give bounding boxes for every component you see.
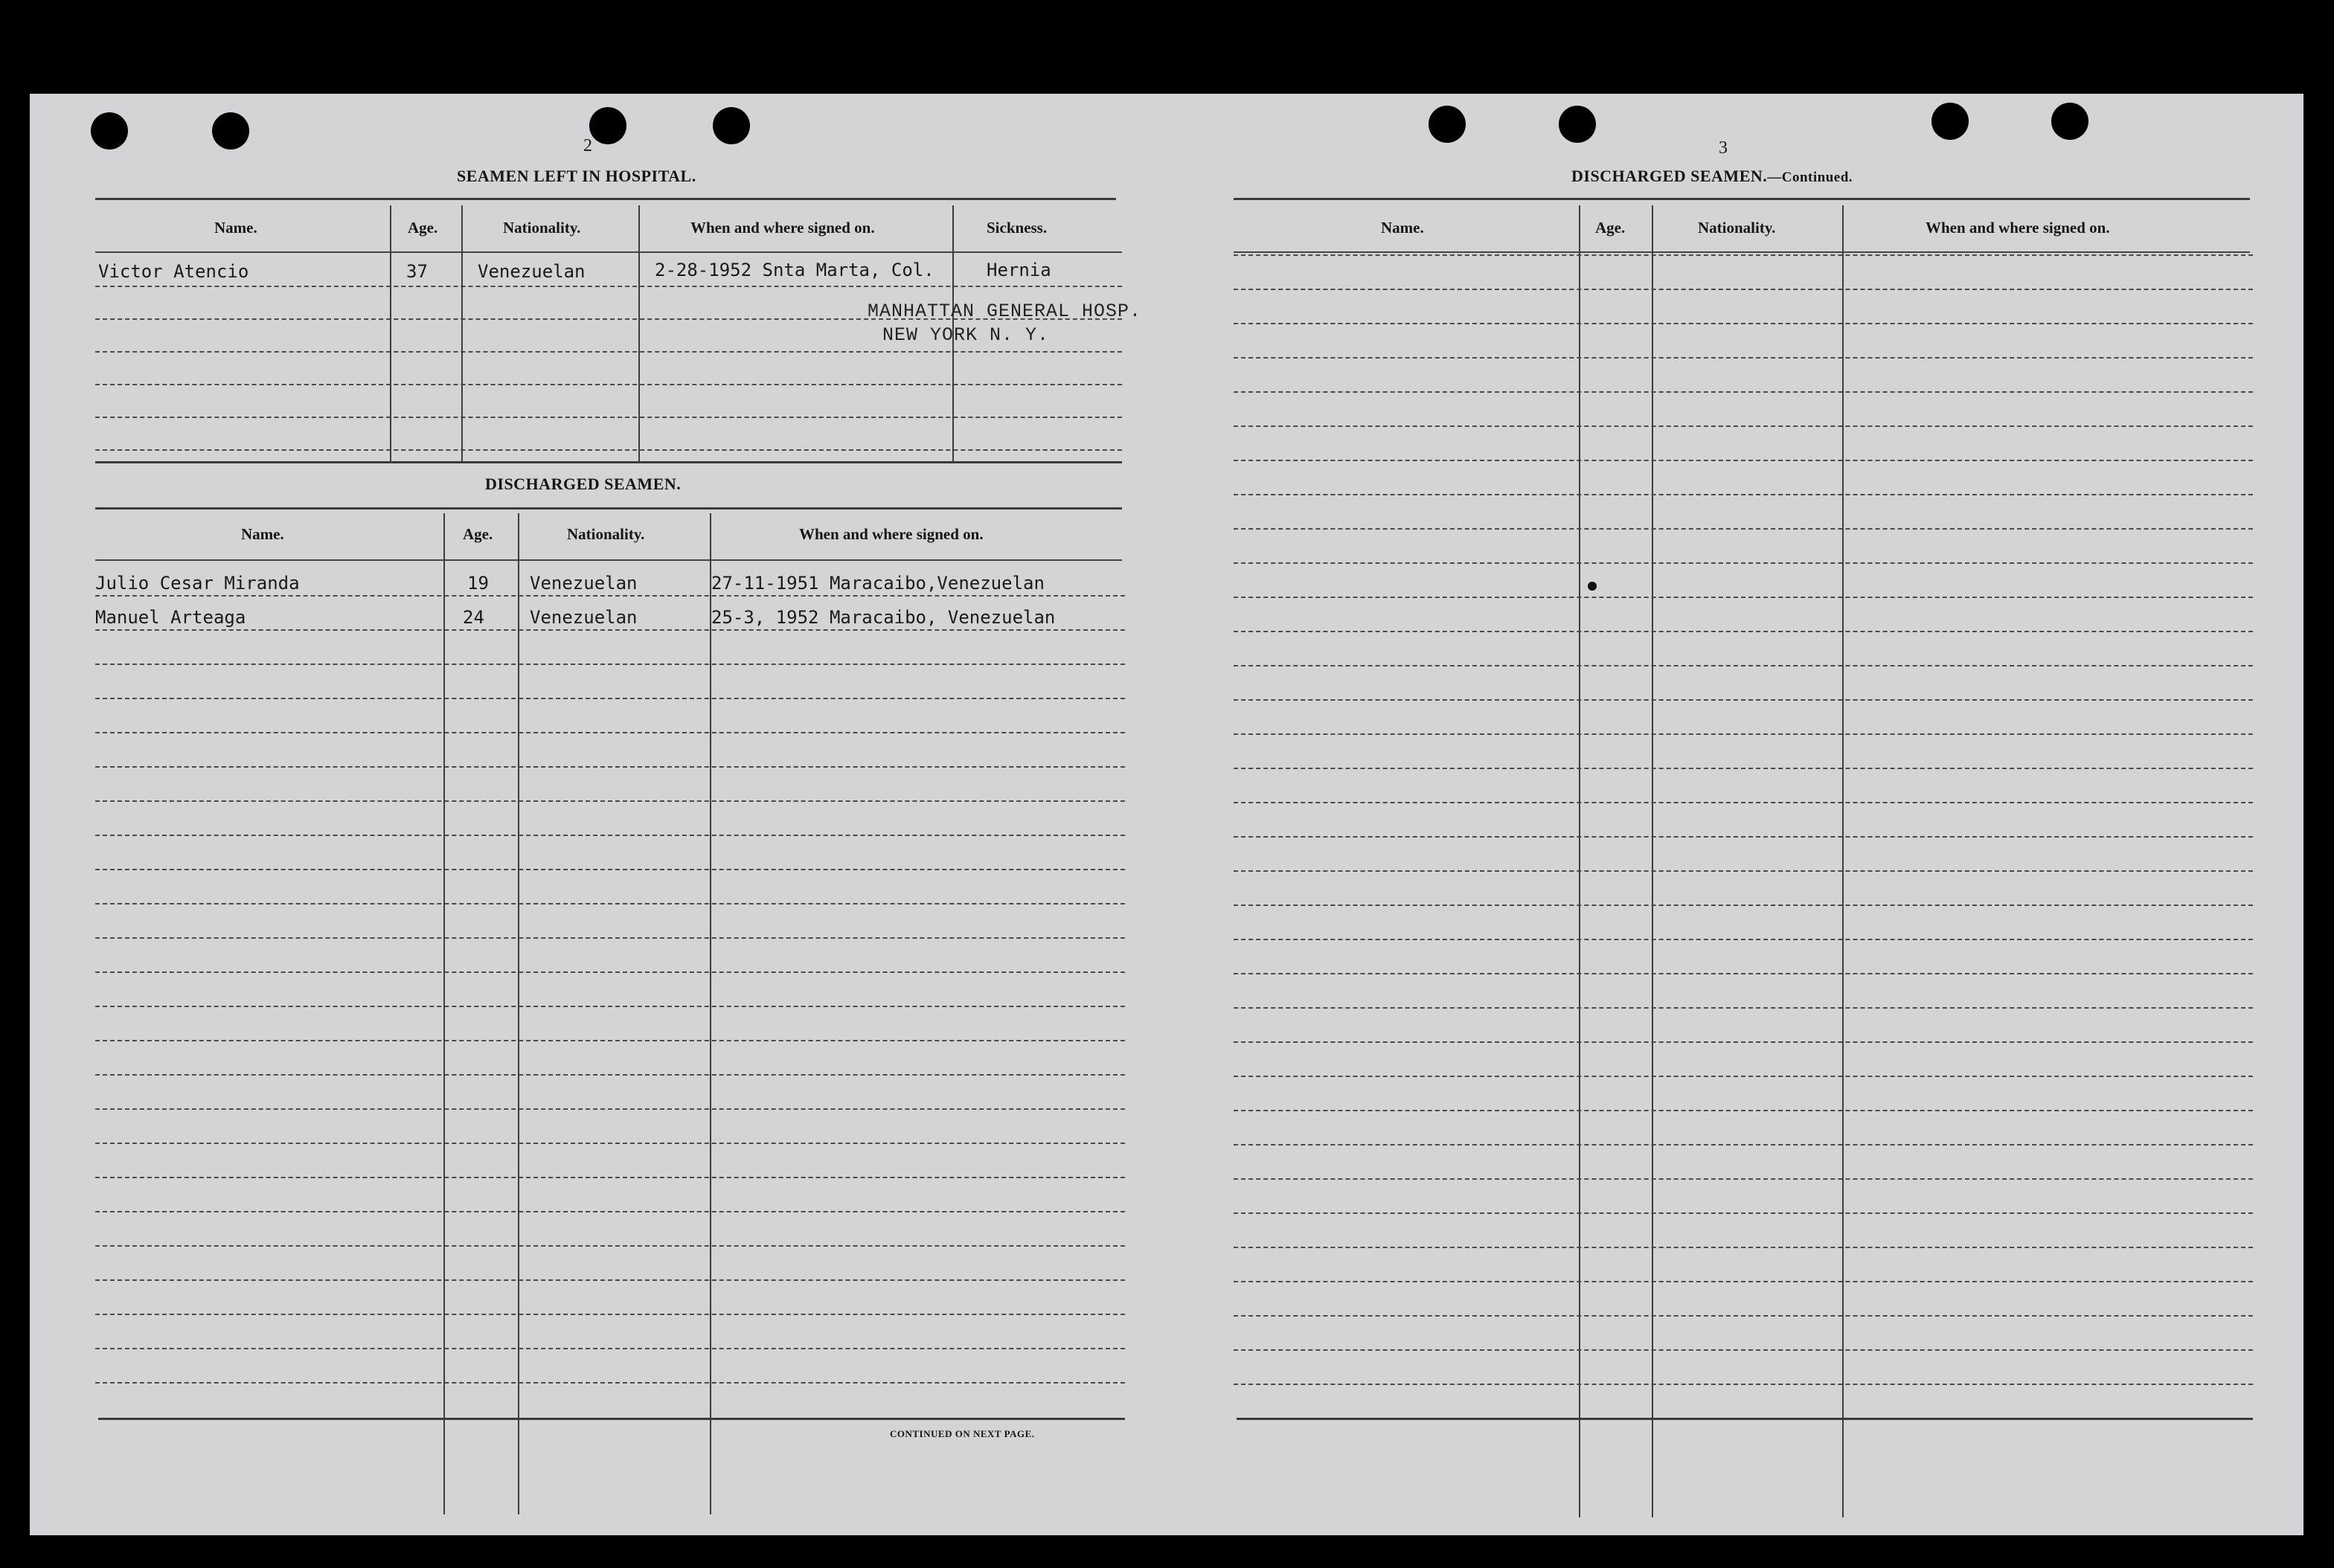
right-col-divider [1842,205,1844,1517]
row-line [1234,528,2253,530]
right-top-rule [1234,198,2250,200]
row-line [1234,1384,2253,1385]
row-line [1234,699,2253,701]
page-number-left: 2 [583,136,592,155]
row-line [95,903,1125,905]
row-line [95,417,1122,418]
row-line [95,663,1125,665]
row-line [95,1040,1125,1041]
right-col-divider [1652,205,1653,1517]
discharged-row-name: Manuel Arteaga [95,607,246,628]
hospital-stamp-line2: NEW YORK N. Y. [882,324,1050,346]
right-header-rule [1234,251,2250,253]
row-line [95,1382,1125,1384]
row-line [95,1074,1125,1076]
right-col-divider [1579,205,1580,1517]
row-line [1234,631,2253,632]
discharged-header-nationality: Nationality. [567,525,645,543]
right-header-nationality: Nationality. [1698,219,1776,237]
discharged-header-name: Name. [241,525,284,543]
punch-hole [212,112,249,150]
hospital-row-name: Victor Atencio [98,261,249,282]
row-line [95,1006,1125,1007]
row-line [95,1211,1125,1212]
hospital-col-divider [461,205,463,461]
page-number-right: 3 [1719,138,1728,158]
row-line [95,286,1122,287]
row-line [95,766,1125,768]
right-header-age: Age. [1595,219,1626,237]
row-line [1234,1178,2253,1180]
punch-hole [1559,106,1596,143]
hospital-row-signed-on: 2-28-1952 Snta Marta, Col. [655,260,934,280]
discharged-row-signed-on: 25-3, 1952 Maracaibo, Venezuelan [711,607,1056,628]
punch-hole [2051,103,2088,140]
row-line [1234,973,2253,974]
discharged-bottom-rule [98,1418,1125,1420]
row-line [95,869,1125,870]
hospital-bottom-rule [95,461,1122,463]
row-line [95,1177,1125,1178]
row-line [95,629,1125,631]
right-header-name: Name. [1381,219,1424,237]
punch-hole [1429,106,1466,143]
discharged-header-signed-on: When and where signed on. [799,525,984,543]
row-line [1234,425,2253,427]
discharged-section-title: DISCHARGED SEAMEN. [485,475,682,493]
row-line [1234,768,2253,769]
hospital-row-sickness: Hernia [987,260,1051,280]
hospital-col-divider [638,205,640,461]
hospital-row-age: 37 [406,261,428,282]
right-section-title-suffix: —Continued. [1767,170,1853,185]
row-line [95,698,1125,699]
row-line [1234,905,2253,906]
row-line [1234,323,2253,324]
discharged-row-name: Julio Cesar Miranda [95,573,300,594]
row-line [1234,665,2253,666]
punch-hole [713,107,750,144]
row-line [1234,391,2253,393]
row-line [1234,836,2253,838]
row-line [1234,733,2253,735]
hospital-section-title: SEAMEN LEFT IN HOSPITAL. [457,167,696,185]
hospital-row-nationality: Venezuelan [478,261,586,282]
hospital-header-rule [95,251,1122,253]
row-line [1234,289,2253,290]
discharged-row-age: 24 [463,607,484,628]
row-line [95,1314,1125,1315]
row-line [95,732,1125,733]
row-line [95,800,1125,802]
hospital-stamp-line1: MANHATTAN GENERAL HOSP. [868,301,1142,322]
right-section-title-main: DISCHARGED SEAMEN. [1571,167,1768,185]
row-line [1234,1315,2253,1317]
row-line [95,937,1125,939]
hospital-top-rule [95,198,1116,200]
discharged-header-age: Age. [463,525,493,543]
row-line [1234,1247,2253,1248]
row-line [1234,562,2253,564]
punch-hole [589,107,626,144]
row-line [1234,357,2253,359]
row-line [95,1245,1125,1247]
row-line [95,595,1125,597]
row-line [1234,939,2253,940]
row-line [1234,1281,2253,1282]
row-line [1234,1212,2253,1214]
right-bottom-rule [1237,1418,2253,1420]
row-line [1234,802,2253,803]
row-line [95,351,1122,353]
row-line [95,1348,1125,1349]
row-line [95,1143,1125,1144]
discharged-row-age: 19 [467,573,489,594]
discharged-top-rule [95,507,1122,510]
hospital-col-divider [390,205,391,461]
row-line [95,835,1125,836]
row-line [1234,870,2253,872]
discharged-row-nationality: Venezuelan [530,573,638,594]
row-line [1234,494,2253,495]
right-header-signed-on: When and where signed on. [1926,219,2110,237]
row-line [1234,1076,2253,1077]
row-line [95,1108,1125,1110]
right-section-title [1571,167,1853,186]
row-line [1234,254,2253,256]
hospital-header-nationality: Nationality. [503,219,581,237]
row-line [95,1279,1125,1281]
row-line [1234,1007,2253,1009]
ink-dot [1588,582,1597,591]
row-line [1234,1041,2253,1043]
discharged-row-nationality: Venezuelan [530,607,638,628]
continued-footer: CONTINUED ON NEXT PAGE. [890,1428,1035,1439]
punch-hole [1931,103,1969,140]
row-line [95,384,1122,385]
punch-hole [91,112,128,150]
hospital-header-age: Age. [408,219,438,237]
hospital-header-signed-on: When and where signed on. [690,219,875,237]
row-line [1234,597,2253,598]
document-sheet [30,94,2303,1535]
discharged-row-signed-on: 27-11-1951 Maracaibo,Venezuelan [711,573,1045,594]
hospital-header-name: Name. [214,219,257,237]
row-line [95,971,1125,973]
row-line [1234,1349,2253,1351]
row-line [1234,460,2253,461]
row-line [1234,1110,2253,1111]
hospital-header-sickness: Sickness. [987,219,1048,237]
row-line [95,449,1122,451]
discharged-header-rule [95,559,1122,561]
row-line [1234,1144,2253,1146]
